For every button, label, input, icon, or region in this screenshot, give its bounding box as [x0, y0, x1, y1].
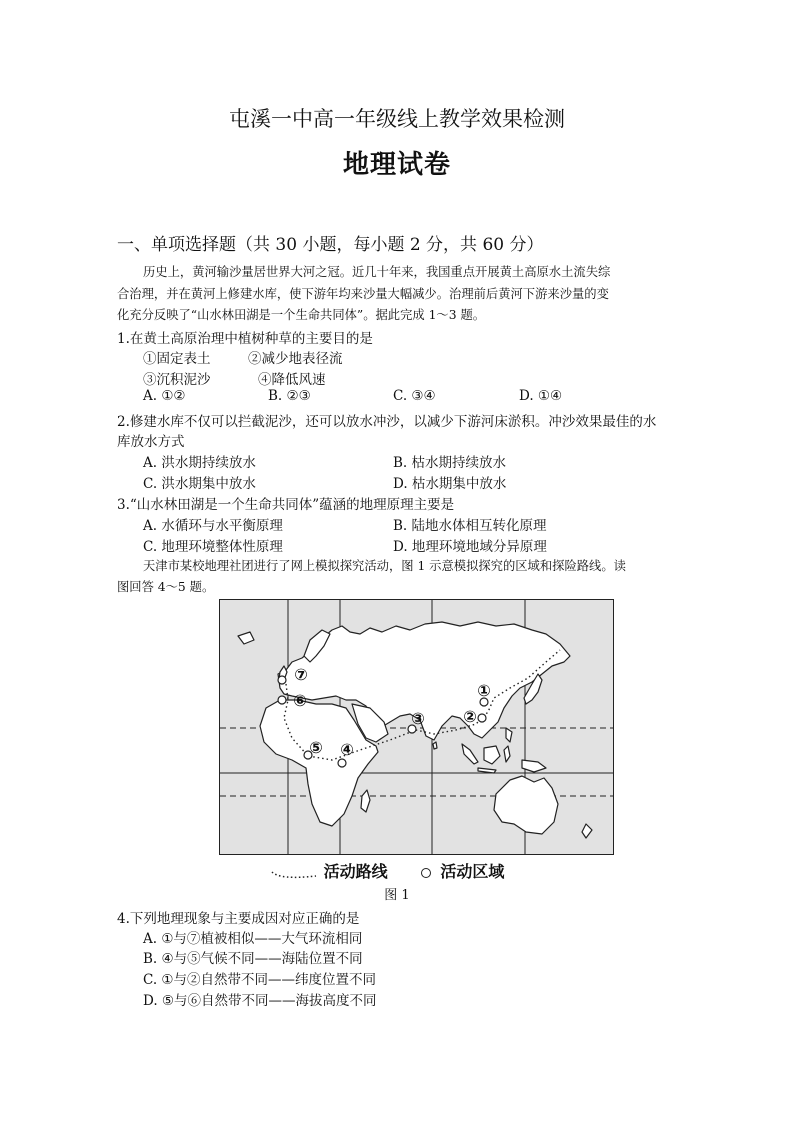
activity-area-marker — [478, 714, 486, 722]
question-1-option-b[interactable]: B. ②③ — [268, 388, 311, 404]
new-zealand-landmass — [582, 824, 592, 838]
question-1-option-d[interactable]: D. ①④ — [519, 388, 563, 404]
map-legend — [270, 859, 504, 882]
map-label-1: ① — [477, 681, 491, 700]
world-map-svg — [220, 600, 613, 854]
question-3-option-c[interactable]: C. 地理环境整体性原理 — [143, 539, 283, 555]
question-4-option-d[interactable]: D. ⑤与⑥自然带不同——海拔高度不同 — [143, 993, 377, 1009]
question-3-option-a[interactable]: A. 水循环与水平衡原理 — [143, 518, 283, 534]
question-3-stem: 3.“山水林田湖是一个生命共同体”蕴涵的地理原理主要是 — [117, 497, 455, 513]
figure-caption: 图 1 — [384, 888, 410, 903]
question-2-stem-line-1: 2.修建水库不仅可以拦截泥沙，还可以放水冲沙，以减少下游河床淤积。冲沙效果最佳的水 — [117, 414, 657, 430]
question-2-option-c[interactable]: C. 洪水期集中放水 — [143, 476, 256, 492]
map-label-6: ⑥ — [293, 691, 307, 710]
question-1-item-4: ④降低风速 — [258, 372, 326, 388]
activity-area-marker — [278, 696, 286, 704]
question-3-option-d[interactable]: D. 地理环境地域分异原理 — [393, 539, 547, 555]
question-1-stem: 1.在黄土高原治理中植树种草的主要目的是 — [117, 331, 373, 347]
question-4-stem: 4.下列地理现象与主要成因对应正确的是 — [117, 911, 360, 927]
question-4-option-c[interactable]: C. ①与②自然带不同——纬度位置不同 — [143, 972, 377, 988]
borneo-landmass — [484, 746, 500, 764]
question-4-option-b[interactable]: B. ④与⑤气候不同——海陆位置不同 — [143, 951, 363, 967]
passage-2-line-1: 天津市某校地理社团进行了网上模拟探究活动，图 1 示意模拟探究的区域和探险路线。读 — [143, 559, 626, 573]
map-label-4: ④ — [340, 740, 354, 759]
philippines-landmass — [506, 728, 512, 742]
question-1-option-c[interactable]: C. ③④ — [393, 388, 436, 404]
australia-landmass — [494, 776, 558, 834]
question-3-option-b[interactable]: B. 陆地水体相互转化原理 — [393, 518, 547, 534]
passage-1-line-3: 化充分反映了“山水林田湖是一个生命共同体”。据此完成 1～3 题。 — [117, 308, 486, 322]
question-1-option-a[interactable]: A. ①② — [143, 388, 186, 404]
activity-area-marker — [278, 676, 286, 684]
question-1-item-1: ①固定表土 — [143, 351, 211, 367]
question-4-option-a[interactable]: A. ①与⑦植被相似——大气环流相同 — [143, 931, 363, 947]
map-label-5: ⑤ — [309, 738, 323, 757]
passage-1-line-2: 合治理，并在黄河上修建水库，使下游年均来沙量大幅减少。治理前后黄河下游来沙量的变 — [117, 287, 609, 301]
world-map-figure — [219, 599, 614, 855]
dotted-route-legend-icon — [270, 866, 318, 880]
sulawesi-landmass — [504, 746, 510, 762]
legend-area-label: 活动区域 — [440, 862, 505, 881]
sumatra-landmass — [462, 744, 478, 764]
sri-lanka-landmass — [433, 742, 437, 749]
passage-1-line-1: 历史上，黄河输沙量居世界大河之冠。近几十年来，我国重点开展黄土高原水土流失综 — [143, 265, 611, 279]
question-1-item-2: ②减少地表径流 — [248, 351, 343, 367]
question-1-item-3: ③沉积泥沙 — [143, 372, 211, 388]
map-label-2: ② — [463, 707, 477, 726]
question-2-option-a[interactable]: A. 洪水期持续放水 — [143, 455, 256, 471]
section-heading: 一、单项选择题（共 30 小题，每小题 2 分，共 60 分） — [117, 235, 544, 255]
legend-route-label: 活动路线 — [323, 862, 388, 881]
exam-school-title: 屯溪一中高一年级线上教学效果检测 — [229, 107, 565, 131]
question-2-stem-line-2: 库放水方式 — [117, 434, 185, 450]
activity-area-marker — [338, 759, 346, 767]
map-label-7: ⑦ — [294, 665, 308, 684]
passage-2-line-2: 图回答 4～5 题。 — [117, 580, 215, 594]
madagascar-landmass — [361, 790, 370, 812]
map-label-3: ③ — [411, 709, 425, 728]
question-2-option-d[interactable]: D. 枯水期集中放水 — [393, 476, 507, 492]
java-landmass — [478, 768, 496, 773]
exam-subject-title: 地理试卷 — [342, 150, 451, 180]
new-guinea-landmass — [522, 760, 546, 772]
circle-area-legend-icon — [421, 868, 431, 878]
iceland-landmass — [238, 632, 254, 644]
question-2-option-b[interactable]: B. 枯水期持续放水 — [393, 455, 507, 471]
